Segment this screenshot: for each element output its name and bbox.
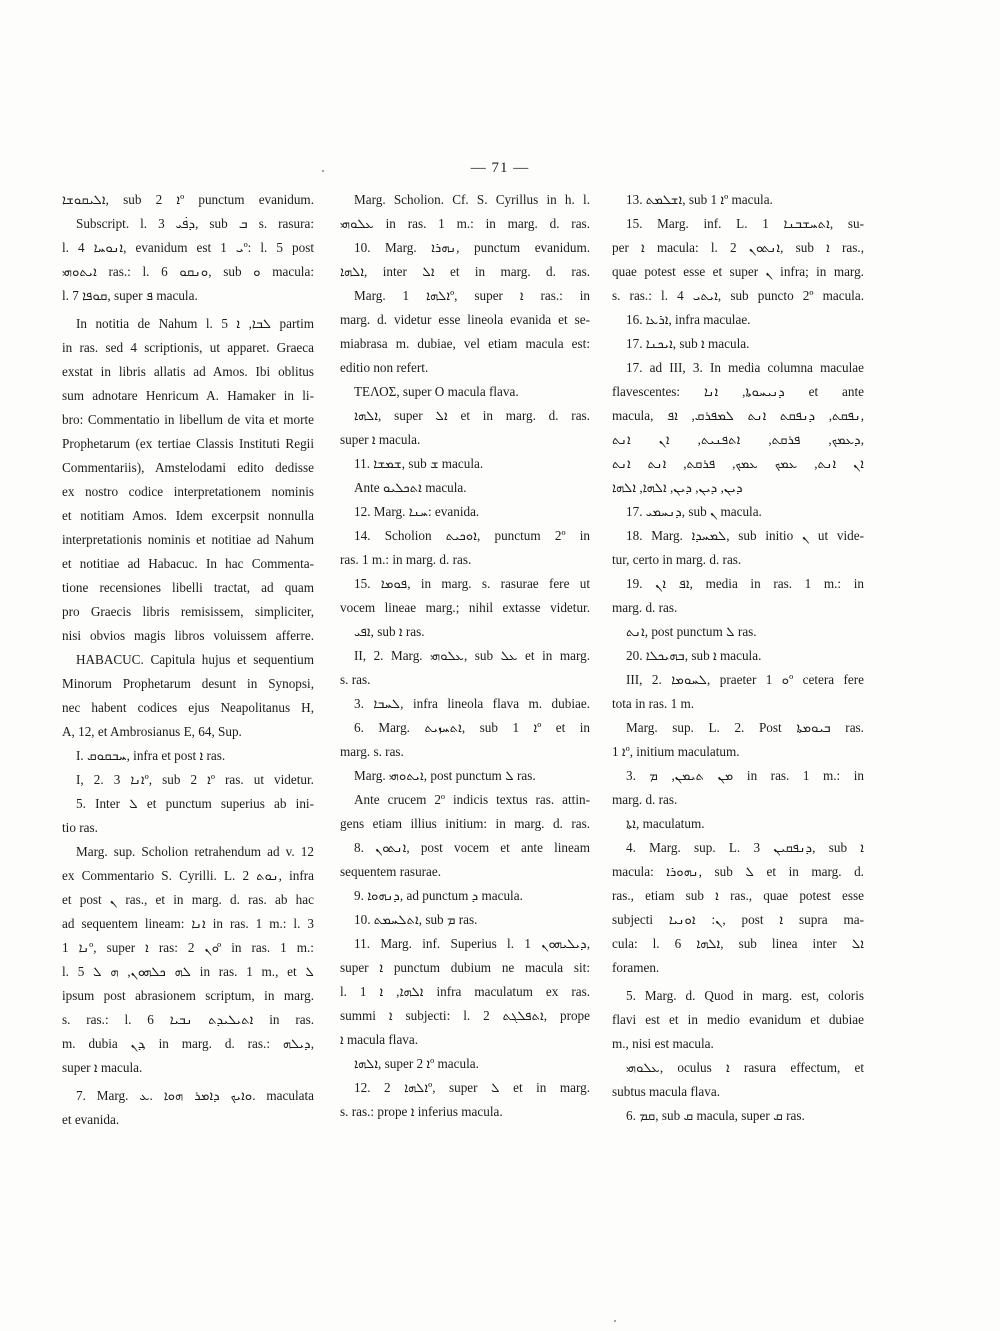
text-line: tota in ras. 1 m. — [612, 696, 695, 711]
text-line: miabrasa m. dubiae, vel etiam macula est: — [340, 336, 590, 351]
text-line: marg. s. ras. — [340, 744, 404, 759]
paper-speck — [614, 1320, 616, 1322]
text-line: subtus macula flava. — [612, 1084, 721, 1099]
text-line: ܐ macula flava. — [340, 1032, 419, 1047]
text-line: s. ras.: prope ܐ inferius macula. — [340, 1104, 503, 1119]
text-line: 6. Marg. ܐܬܚܙܝܬ, sub ܐ 1º et in — [354, 720, 590, 735]
text-line: super ܐ macula. — [62, 1060, 143, 1075]
text-line: exstat in libris allatis ad Amos. Ibi oblitus — [62, 364, 314, 379]
text-line: 5. Inter ܠ et punctum superius ab ini- — [76, 796, 314, 811]
text-line: 10. ܐܬܠܚܡܬ, sub ܡ ras. — [354, 912, 478, 927]
text-line: quae potest esse et super ܢ infra; in marg. — [612, 264, 864, 279]
text-line: subjecti ܢ: ܐܘܢܝܐ, post ܐ supra ma- — [612, 912, 864, 927]
text-line: 8. ܐܢܬܘܢ, post vocem et ante lineam — [354, 840, 590, 855]
text-line: ܐܠܝܩܘܫܐ, sub ܐ 2º punctum evanidum. — [62, 192, 314, 207]
text-line: Minorum Prophetarum desunt in Synopsi, — [62, 676, 314, 691]
text-line: Marg. Scholion. Cf. S. Cyrillus in h. l. — [354, 192, 590, 207]
text-line: ܐܢ ܐܢܬ, ܥܡܟ ܥܡܟ, ܦܪܩܬ, ܐܢܬ ܐܢܬ — [612, 456, 864, 471]
text-line: Marg. ܐܠܗܐ 1º, super ܐ ras.: in — [354, 288, 590, 303]
text-line: vocem lineae marg.; nihil extasse videtur. — [340, 600, 590, 615]
text-line: 9. ܕܢܗܘܐ, ad punctum ܕ macula. — [354, 888, 523, 903]
text-line: sum adnotare Henricum A. Hamaker in li- — [62, 388, 314, 403]
text-line: ܕܥܡܟ, ܦܪܩܬ, ܐܬܦܢܝܬ, ܐܢ ܐܢܬ, — [612, 432, 864, 447]
text-line: ܕܝܢ, ܕܝܢ, ܕܝܢ, ܐܠܗܐ, ܐܠܗܐ — [612, 480, 743, 495]
text-line: 11. ܫܡܫܐ, sub ܫ macula. — [354, 456, 484, 471]
text-line: ipsum post abrasionem scriptum, in marg. — [62, 988, 314, 1003]
text-line: Marg. sup. Scholion retrahendum ad v. 12 — [76, 844, 314, 859]
text-line: A, 12, et Ambrosianus E, 64, Sup. — [62, 724, 242, 739]
text-line: III, 2. ܠܚܘܡܐ, praeter ܘ 1º cetera fere — [626, 672, 864, 687]
text-line: tio ras. — [62, 820, 98, 835]
text-line: 13. ܐܫܠܡܬ, sub ܐ 1º macula. — [626, 192, 773, 207]
text-line: l. 7 ܩܘܦܐ, super ܦ macula. — [62, 288, 198, 303]
text-line: et evanida. — [62, 1112, 120, 1127]
text-line: HABACUC. Capitula hujus et sequentium — [76, 652, 314, 667]
text-line: super ܐ punctum dubium ne macula sit: — [340, 960, 590, 975]
text-line: I, 2. ܐܢܐ 3º, sub ܐ 2º ras. ut videtur. — [76, 772, 314, 787]
text-line: ܐܠܗܐ, super ܐܠ et in marg. d. ras. — [354, 408, 590, 423]
text-line: pro Graecis libris remisissem, simpliciter, — [62, 604, 314, 619]
text-line: 4. Marg. sup. L. 3 ܕܢܦܩܝܢ, sub ܐ — [626, 840, 864, 855]
text-line: tur, certo in marg. d. ras. — [612, 552, 742, 567]
text-line: 19. ܐܦ ܐܢ, media in ras. 1 m.: in — [626, 576, 864, 591]
text-line: s. ras.: l. 6 ܐܬܝܠܝܕܬ ܢܒܝܐ in ras. — [62, 1012, 314, 1027]
text-line: Subscript. l. 3 ܕܦ̇ܝ, sub ܒ s. rasura: — [76, 216, 314, 231]
text-line: Marg. ܐܝܬܘܗܝ, post punctum ܠ ras. — [354, 768, 536, 783]
text-line: marg. d. ras. — [612, 600, 678, 615]
text-line: flavi est et in medio evanidum et dubiae — [612, 1012, 864, 1027]
text-line: ܐܝܬܘܗܝ ras.: l. 6 ܘܢܩܘ, sub ܘ macula: — [62, 264, 314, 279]
text-line: editio non refert. — [340, 360, 429, 375]
text-line: 17. ܐܝܟܢܐ, sub ܐ macula. — [626, 336, 750, 351]
text-line: nec habent codices ejus Neapolitanus H, — [62, 700, 314, 715]
text-line: ΤΕΛΟΣ, super Ο macula flava. — [354, 384, 519, 399]
text-line: et post ܢ ras., et in marg. d. ras. ab hac — [62, 892, 314, 907]
text-line: ܐ 1º, initium maculatum. — [612, 744, 740, 759]
text-line: ܐܠܗܐ, inter ܐܠ et in marg. d. ras. — [340, 264, 590, 279]
text-line: et notitiam Amos. Idem excerpsit nonnulla — [62, 508, 314, 523]
paper-speck — [322, 170, 324, 172]
text-line: 15. Marg. inf. L. 1 ܐܬܚܫܒܢܐ, su- — [626, 216, 864, 231]
text-line: l. 5 ܠܗ ܟܠܗܘܢ, ܗ ܠ in ras. 1 m., et ܠ — [62, 964, 314, 979]
text-line: ex nostro codice interpretationem nominis — [62, 484, 314, 499]
text-line: ad sequentem lineam: ܐܢܐ in ras. 1 m.: l. 3 — [62, 916, 314, 931]
text-line: sequentem rasurae. — [340, 864, 442, 879]
text-line: nisi obvios magis libros voluissem afferre. — [62, 628, 314, 643]
text-line: ras. 1 m.: in marg. d. ras. — [340, 552, 472, 567]
text-line: summi ܐ subjecti: l. 2 ܐܬܦܠܓܬ, prope — [340, 1008, 590, 1023]
text-line: Commentariis), Amstelodami edito dedisse — [62, 460, 314, 475]
text-line: marg. d. ras. — [612, 792, 678, 807]
text-line: ܥܠܘܗܝ in ras. 1 m.: in marg. d. ras. — [340, 216, 590, 231]
text-line: et notitiae ad Habacuc. In hac Commenta- — [62, 556, 314, 571]
text-line: ܐܦܝ, sub ܐ ras. — [354, 624, 425, 639]
left-column — [62, 188, 314, 1132]
text-line: ras., etiam sub ܐ ras., quae potest esse — [612, 888, 864, 903]
text-line: 15. ܦܘܡܐ, in marg. s. rasurae fere ut — [354, 576, 590, 591]
text-line: tione recensiones libelli tractat, ad quam — [62, 580, 314, 595]
text-line: ܥܠܘܗܝ, oculus ܐ rasura effectum, et — [626, 1060, 864, 1075]
text-line: In notitia de Nahum l. 5 ܠܒܐ, ܐ partim — [76, 316, 314, 331]
text-line: bro: Commentatio in libellum de vita et morte — [62, 412, 314, 427]
text-line: 14. Scholion ܐܘܟܝܬ, punctum 2º in — [354, 528, 590, 543]
text-line: 12. ܐܠܗܐ 2º, super ܠ et in marg. — [354, 1080, 590, 1095]
text-line: 17. ad III, 3. In media columna maculae — [626, 360, 864, 375]
text-line: macula, ܢܦܩܬ, ܕܢܦܩܬ ܐܢܬ ܠܡܦܪܩ, ܐܦ, — [612, 408, 864, 423]
text-line: 3. ܡܢ ܬܝܡܢ, ܡ in ras. 1 m.: in — [626, 768, 864, 783]
text-line: ܢܐ 1º, super ܐ ras: ܘܢ 2º in ras. 1 m.: — [62, 940, 314, 955]
text-line: l. 1 ܐܠܗܐ, ܐ infra maculatum ex ras. — [340, 984, 590, 999]
text-line: ex Commentario S. Cyrilli. L. 2 ܢܘܬ, infra — [62, 868, 314, 883]
text-line: marg. d. videtur esse lineola evanida et se- — [340, 312, 590, 327]
text-line: 10. Marg. ܢܗܪܐ, punctum evanidum. — [354, 240, 590, 255]
text-line: 12. Marg. ܚܢܐ: evanida. — [354, 504, 480, 519]
middle-column — [340, 188, 590, 1124]
text-line: Prophetarum (ex tertiae Classis Instituti Regii — [62, 436, 314, 451]
text-line: 3. ܠܚܒܐ, infra lineola flava m. dubiae. — [354, 696, 590, 711]
text-line: 7. Marg. ܘܐܝܟ ܕܐܡܪ ܗܘܐ .ܥ. maculata — [76, 1088, 314, 1103]
text-line: per ܐ macula: l. 2 ܐܢܬܘܢ, sub ܐ ras., — [612, 240, 864, 255]
text-line: Ante ܐܬܟܠܝܘ macula. — [354, 480, 467, 495]
text-line: m., nisi est macula. — [612, 1036, 714, 1051]
text-line: in ras. sed 4 scriptionis, ut apparet. Graeca — [62, 340, 314, 355]
text-line: s. ras.: l. 4 ܐܝܬܝ, sub puncto 2º macula. — [612, 288, 864, 303]
text-line: flavescentes: ܕܢܝܚܘܬܐ, ܐܢܐ et ante — [612, 384, 864, 399]
text-line: 5. Marg. d. Quod in marg. est, coloris — [626, 988, 864, 1003]
text-line: super ܐ macula. — [340, 432, 421, 447]
text-line: ܐܬܐ, maculatum. — [626, 816, 705, 831]
text-line: 17. ܕܢܚܡܝ, sub ܢ macula. — [626, 504, 762, 519]
text-line: foramen. — [612, 960, 660, 975]
text-line: gens etiam illius initium: in marg. d. ras. — [340, 816, 590, 831]
text-line: macula: ܢܗܘܪܐ, sub ܠ et in marg. d. — [612, 864, 864, 879]
text-line: l. 4 ܐܢܘܚܐ, evanidum est ܝ 1º: l. 5 post — [62, 240, 314, 255]
right-column — [612, 188, 864, 1128]
text-line: 11. Marg. inf. Superius l. 1 ܕܝܠܝܗܘܢ, — [354, 936, 590, 951]
text-line: s. ras. — [340, 672, 371, 687]
text-line: ܐܢܬ, post punctum ܠ ras. — [626, 624, 757, 639]
text-line: 20. ܒܗܝܟܠܐ, sub ܐ macula. — [626, 648, 762, 663]
page-number: — 71 — — [470, 160, 530, 176]
text-line: cula: l. 6 ܐܠܗܐ, sub linea inter ܐܠ — [612, 936, 864, 951]
text-line: 16. ܐܪܥܐ, infra maculae. — [626, 312, 751, 327]
text-line: interpretationis nominis et notitiae ad Nahum — [62, 532, 314, 547]
text-line: Marg. sup. L. 2. Post ܒܝܘܡܬܐ ras. — [626, 720, 864, 735]
text-line: Ante crucem 2º indicis textus ras. attin- — [354, 792, 590, 807]
text-line: m. dubia ܕܢ, in marg. d. ras.: ܕܝܠܗ, — [62, 1036, 314, 1051]
text-line: II, 2. Marg. ܥܠܘܗܝ, sub ܥܠ et in marg. — [354, 648, 590, 663]
text-line: 6. ܩܡ, sub ܩ macula, super ܩ ras. — [626, 1108, 805, 1123]
text-line: ܐܠܗܐ, super ܐ 2º macula. — [354, 1056, 479, 1071]
text-line: 18. Marg. ܠܡܚܕܐ, sub initio ܢ ut vide- — [626, 528, 864, 543]
text-line: I. ܚܒܩܘܩ, infra et post ܐ ras. — [76, 748, 226, 763]
